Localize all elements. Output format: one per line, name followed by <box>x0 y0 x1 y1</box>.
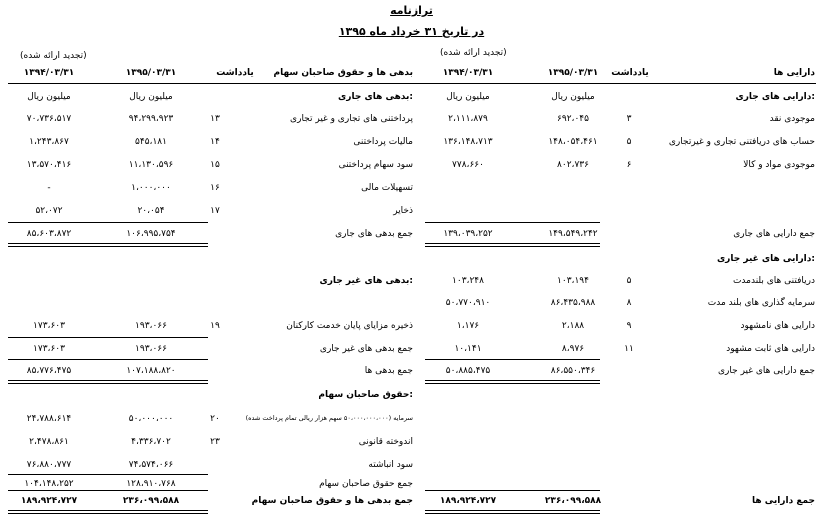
equity-row-1395: ۵۰،۰۰۰،۰۰۰ <box>128 414 174 424</box>
liab-total-double-rule <box>8 380 208 384</box>
liab-row-1395: ۹۴،۲۹۹،۹۲۳ <box>128 114 174 124</box>
liab-grand-total-1395: ۲۳۶،۰۹۹،۵۸۸ <box>122 496 180 506</box>
asset-row-note: ۵ <box>626 137 632 147</box>
asset-nc-row-label: دریافتنی های بلندمدت <box>732 276 815 286</box>
header-assets: دارایی ها <box>773 68 815 78</box>
asset-noncurrent-total-1394: ۵۰،۸۸۵،۴۷۵ <box>445 366 491 376</box>
asset-row-label: موجودی مواد و کالا <box>743 160 815 170</box>
liab-nc-row-note: ۱۹ <box>210 321 220 331</box>
header-1394-liab: ۱۳۹۴/۰۳/۳۱ <box>23 68 75 78</box>
liab-row-label: تسهیلات مالی <box>361 183 413 193</box>
asset-grand-rule <box>425 490 600 491</box>
asset-row-note: ۶ <box>626 160 632 170</box>
asset-row-1395: ۱۴۸،۰۵۴،۴۶۱ <box>548 137 598 147</box>
equity-total-1394: ۱۰۴،۱۴۸،۲۵۲ <box>24 479 74 489</box>
asset-row-1394: ۷۷۸،۶۶۰ <box>452 160 484 170</box>
asset-nc-row-note: ۵ <box>626 276 632 286</box>
restated-note-liab: (تجدید ارائه شده) <box>20 51 87 61</box>
liab-row-1395: ۱،۰۰۰،۰۰۰ <box>131 183 171 193</box>
liab-row-1394: - <box>47 183 51 193</box>
asset-current-total-1394: ۱۳۹،۰۳۹،۲۵۲ <box>443 229 493 239</box>
equity-row-note: ۲۳ <box>210 437 220 447</box>
asset-nc-row-note: ۱۱ <box>624 344 634 354</box>
liab-row-note: ۱۷ <box>210 206 220 216</box>
liab-row-1394: ۵۲،۰۷۲ <box>35 206 63 216</box>
liab-noncurrent-total-label: جمع بدهی های غیر جاری <box>319 344 413 354</box>
document-title: ترازنامه <box>390 4 433 17</box>
unit-1394-assets: میلیون ریال <box>446 92 490 102</box>
liab-nc-row-1394: ۱۷۳،۶۰۳ <box>33 321 65 331</box>
asset-nc-row-1395: ۸۶،۴۳۵،۹۸۸ <box>550 298 596 308</box>
asset-current-total-1395: ۱۴۹،۵۴۹،۲۴۲ <box>548 229 598 239</box>
unit-1395-assets: میلیون ریال <box>551 92 595 102</box>
asset-current-total-label: جمع دارایی های جاری <box>733 229 815 239</box>
asset-nc-row-1395: ۱۰۳،۱۹۴ <box>557 276 589 286</box>
asset-grand-total-1394: ۱۸۹،۹۲۴،۷۲۷ <box>439 496 497 506</box>
liab-row-1394: ۷۰،۷۳۶،۵۱۷ <box>26 114 72 124</box>
liab-grand-double-rule <box>8 510 208 514</box>
asset-nc-row-1395: ۲،۱۸۸ <box>561 321 585 331</box>
liab-noncurrent-total-1394: ۱۷۳،۶۰۳ <box>33 344 65 354</box>
equity-total-label: جمع حقوق صاحبان سهام <box>319 479 413 489</box>
asset-nc-row-label: دارایی های ثابت مشهود <box>726 344 815 354</box>
asset-noncurrent-total-1395: ۸۶،۵۵۰،۳۴۶ <box>550 366 596 376</box>
liab-total-1395: ۱۰۷،۱۸۸،۸۲۰ <box>126 366 176 376</box>
liab-row-note: ۱۶ <box>210 183 220 193</box>
liab-grand-total-1394: ۱۸۹،۹۲۴،۷۲۷ <box>20 496 78 506</box>
equity-row-1395: ۷۴،۵۷۴،۰۶۶ <box>128 460 174 470</box>
header-note-assets: یادداشت <box>611 68 649 78</box>
liab-noncurrent-heading: بدهی های غیر جاری: <box>319 276 413 286</box>
equity-heading: حقوق صاحبان سهام: <box>318 390 413 400</box>
liab-row-label: پرداختنی های تجاری و غیر تجاری <box>290 114 413 124</box>
liab-nc-subtotal-rule <box>8 337 208 338</box>
liab-total-1394: ۸۵،۷۷۶،۴۷۵ <box>26 366 72 376</box>
equity-row-1394: ۲۴،۷۸۸،۶۱۴ <box>26 414 72 424</box>
asset-subtotal-rule <box>425 222 600 223</box>
asset-nc-row-label: سرمایه گذاری های بلند مدت <box>707 298 815 308</box>
liab-row-1394: ۱،۲۴۳،۸۶۷ <box>29 137 69 147</box>
asset-row-label: موجودی نقد <box>769 114 815 124</box>
equity-subtotal-rule <box>8 474 208 475</box>
liab-current-total-1394: ۸۵،۶۰۳،۸۷۲ <box>26 229 72 239</box>
equity-row-label: سود انباشته <box>368 460 413 470</box>
asset-nc-subtotal-rule <box>425 359 600 360</box>
asset-nc-row-1395: ۸،۹۷۶ <box>561 344 585 354</box>
liab-total-label: جمع بدهی ها <box>364 366 413 376</box>
asset-grand-total-label: جمع دارایی ها <box>751 496 815 506</box>
header-note-liab: یادداشت <box>216 68 254 78</box>
liab-row-label: ذخایر <box>393 206 413 216</box>
liab-nc-row-1395: ۱۹۳،۰۶۶ <box>135 321 167 331</box>
equity-total-1395: ۱۲۸،۹۱۰،۷۶۸ <box>126 479 176 489</box>
equity-row-1394: ۲،۴۷۸،۸۶۱ <box>29 437 69 447</box>
liab-row-1395: ۲۰،۰۵۴ <box>137 206 165 216</box>
equity-row-1395: ۴،۳۳۶،۷۰۲ <box>131 437 171 447</box>
asset-nc-row-label: دارایی های نامشهود <box>740 321 815 331</box>
liab-nc-row-label: ذخیره مزایای پایان خدمت کارکنان <box>286 321 413 331</box>
liab-row-note: ۱۵ <box>210 160 220 170</box>
liab-row-1395: ۱۱،۱۳۰،۵۹۶ <box>128 160 174 170</box>
liab-row-note: ۱۳ <box>210 114 220 124</box>
equity-row-label: سرمایه (۵۰،۰۰۰،۰۰۰،۰۰۰ سهم هزار ریالی تمام پرداخت شده) <box>245 414 413 422</box>
asset-row-1395: ۸۰۲،۷۳۶ <box>557 160 589 170</box>
asset-nc-row-1394: ۱،۱۷۶ <box>456 321 480 331</box>
asset-nc-row-note: ۸ <box>626 298 632 308</box>
liab-row-label: سود سهام پرداختنی <box>338 160 413 170</box>
assets-noncurrent-heading: دارایی های غیر جاری: <box>716 254 815 264</box>
asset-grand-total-1395: ۲۳۶،۰۹۹،۵۸۸ <box>544 496 602 506</box>
equity-row-1394: ۷۶،۸۸۰،۷۷۷ <box>26 460 72 470</box>
asset-row-1394: ۱۳۶،۱۴۸،۷۱۳ <box>443 137 493 147</box>
equity-row-label: اندوخته قانونی <box>358 437 413 447</box>
document-subtitle: در تاریخ ۳۱ خرداد ماه ۱۳۹۵ <box>338 25 485 38</box>
asset-row-note: ۳ <box>626 114 632 124</box>
asset-nc-row-1394: ۱۰،۱۴۱ <box>454 344 482 354</box>
liab-current-heading: بدهی های جاری: <box>338 92 413 102</box>
asset-current-double-rule <box>425 243 600 247</box>
liab-total-rule <box>8 359 208 360</box>
restated-note-assets: (تجدید ارائه شده) <box>440 48 507 58</box>
liab-grand-rule <box>8 490 208 491</box>
liab-row-1395: ۵۴۵،۱۸۱ <box>135 137 167 147</box>
asset-nc-row-1394: ۱۰۳،۲۴۸ <box>452 276 484 286</box>
asset-row-1395: ۶۹۲،۰۴۵ <box>557 114 589 124</box>
asset-row-1394: ۲،۱۱۱،۸۷۹ <box>448 114 488 124</box>
assets-current-heading: دارایی های جاری: <box>735 92 815 102</box>
unit-1394-liab: میلیون ریال <box>27 92 71 102</box>
header-liabilities: بدهی ها و حقوق صاحبان سهام <box>273 68 413 78</box>
liab-current-total-label: جمع بدهی های جاری <box>335 229 413 239</box>
header-1395-assets: ۱۳۹۵/۰۳/۳۱ <box>547 68 599 78</box>
asset-nc-row-1394: ۵۰،۷۷۰،۹۱۰ <box>445 298 491 308</box>
liab-noncurrent-total-1395: ۱۹۳،۰۶۶ <box>135 344 167 354</box>
header-rule <box>8 83 816 84</box>
equity-row-note: ۲۰ <box>210 414 220 424</box>
liab-row-note: ۱۴ <box>210 137 220 147</box>
asset-grand-double-rule <box>425 510 600 514</box>
asset-row-label: حساب های دریافتنی تجاری و غیرتجاری <box>668 137 815 147</box>
liab-current-total-1395: ۱۰۶،۹۹۵،۷۵۴ <box>126 229 176 239</box>
header-1394-assets: ۱۳۹۴/۰۳/۳۱ <box>442 68 494 78</box>
liab-row-label: مالیات پرداختنی <box>353 137 413 147</box>
liab-current-double-rule <box>8 243 208 247</box>
asset-nc-double-rule <box>425 380 600 384</box>
liab-grand-total-label: جمع بدهی ها و حقوق صاحبان سهام <box>251 496 413 506</box>
asset-noncurrent-total-label: جمع دارایی های غیر جاری <box>718 366 815 376</box>
header-1395-liab: ۱۳۹۵/۰۳/۳۱ <box>125 68 177 78</box>
liab-subtotal-rule <box>8 222 208 223</box>
unit-1395-liab: میلیون ریال <box>129 92 173 102</box>
asset-nc-row-note: ۹ <box>626 321 632 331</box>
liab-row-1394: ۱۳،۵۷۰،۴۱۶ <box>26 160 72 170</box>
